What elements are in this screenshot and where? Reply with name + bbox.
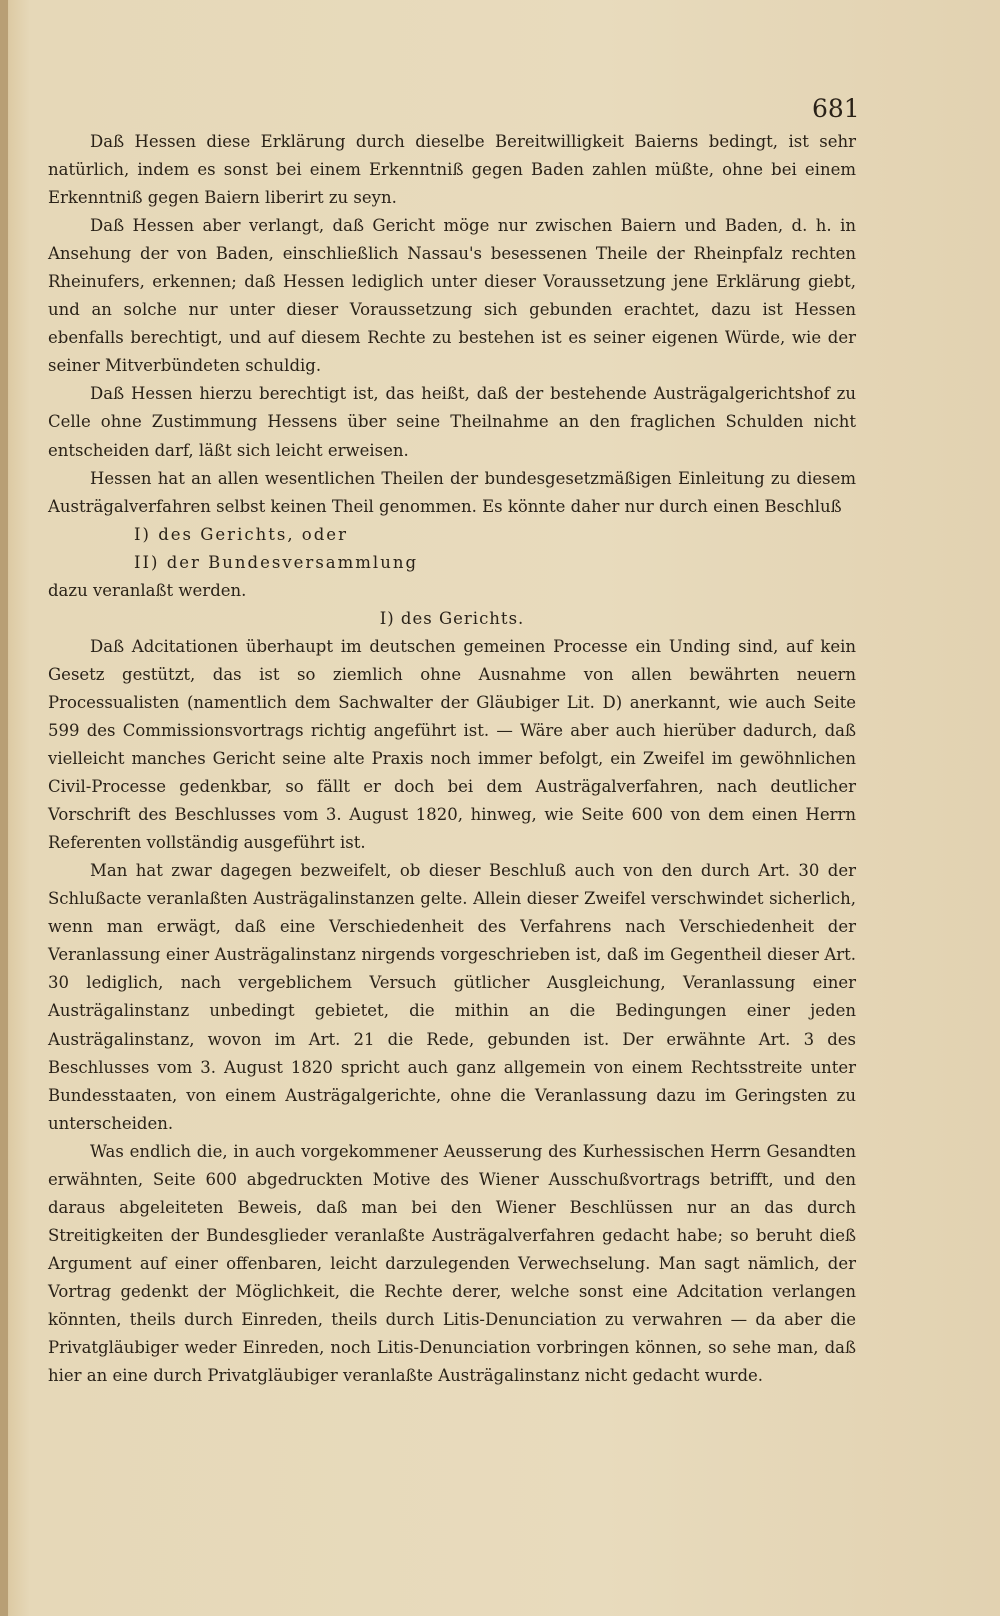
body-text — [48, 128, 856, 1390]
paragraph: Daß Hessen aber verlangt, daß Gericht möge nur zwischen Baiern und Baden, d. h. in Ansehung der von Baden, einschließlich Nassau's besessenen Theile der Rheinpfalz rechten Rheinufers, erkennen; daß Hessen lediglich unter dieser Voraussetzung jene Erklärung giebt, und an solche nur unter dieser Voraussetzung sich gebunden erachtet, dazu ist Hessen ebenfalls berechtigt, und auf diesem Rechte zu bestehen ist es seiner eigenen Würde, wie der seiner Mitverbündeten schuldig. — [48, 216, 856, 376]
paragraph: Was endlich die, in auch vorgekommener Aeusserung des Kurhessischen Herrn Gesandten erwähnten, Seite 600 abgedruckten Motive des Wiener Ausschußvortrags betrifft, und den daraus abgeleiteten Beweis, daß man bei den Wiener Beschlüssen nur an das durch Streitigkeiten der Bundesglieder veranlaßte Austrägalverfahren gedacht habe; so beruht dieß Argument auf einer offenbaren, leicht darzulegenden Verwechselung. Man sagt nämlich, der Vortrag gedenkt der Möglichkeit, die Rechte derer, welche sonst eine Adcitation verlangen könnten, theils durch Einreden, theils durch Litis-Denunciation zu verwahren — da aber die Privatgläubiger weder Einreden, noch Litis-Denunciation vorbringen können, so sehe man, daß hier an eine durch Privatgläubiger veranlaßte Austrägalinstanz nicht gedacht wurde. — [48, 1141, 856, 1386]
page-number: 681 — [812, 94, 860, 123]
paragraph: Hessen hat an allen wesentlichen Theilen der bundesgesetzmäßigen Einleitung zu diesem Austrägalverfahren selbst keinen Theil genommen. Es könnte daher nur durch einen Beschluß — [48, 468, 856, 516]
list-item: I) des Gerichts, oder — [134, 524, 348, 544]
list-item: II) der Bundesversammlung — [134, 552, 419, 572]
paragraph: Daß Hessen diese Erklärung durch dieselbe Bereitwilligkeit Baierns bedingt, ist sehr natürlich, indem es sonst bei einem Erkenntniß gegen Baden zahlen müßte, ohne bei einem Erkenntniß gegen Baiern liberirt zu seyn. — [48, 132, 856, 208]
paragraph: Daß Adcitationen überhaupt im deutschen gemeinen Processe ein Unding sind, auf kein Gesetz gestützt, das ist so ziemlich ohne Ausnahme von allen bewährten neuern Processualisten (namentlich dem Sachwalter der Gläubiger Lit. D) anerkannt, wie auch Seite 599 des Commissionsvortrags richtig angeführt ist. — Wäre aber auch hierüber dadurch, daß vielleicht manches Gericht seine alte Praxis noch immer befolgt, ein Zweifel im gewöhnlichen Civil-Processe gedenkbar, so fällt er doch bei dem Austrägalverfahren, nach deutlicher Vorschrift des Beschlusses vom 3. August 1820, hinweg, wie Seite 600 von dem einen Herrn Referenten vollständig ausgeführt ist. — [48, 636, 856, 853]
paragraph: Daß Hessen hierzu berechtigt ist, das heißt, daß der bestehende Austrägalgerichtshof zu Celle ohne Zustimmung Hessens über seine Theilnahme an den fraglichen Schulden nicht entscheiden darf, läßt sich leicht erweisen. — [48, 384, 856, 460]
section-heading: I) des Gerichts. — [379, 608, 525, 628]
paragraph: dazu veranlaßt werden. — [48, 580, 247, 600]
paragraph: Man hat zwar dagegen bezweifelt, ob dieser Beschluß auch von den durch Art. 30 der Schlußacte veranlaßten Austrägalinstanzen gelte. Allein dieser Zweifel verschwindet sicherlich, wenn man erwägt, daß eine Verschiedenheit des Verfahrens nach Verschiedenheit der Veranlassung einer Austrägalinstanz nirgends vorgeschrieben ist, daß im Gegentheil dieser Art. 30 lediglich, nach vergeblichem Versuch gütlicher Ausgleichung, Veranlassung einer Austrägalinstanz unbedingt gebietet, die mithin an die Bedingungen einer jeden Austrägalinstanz, wovon im Art. 21 die Rede, gebunden ist. Der erwähnte Art. 3 des Beschlusses vom 3. August 1820 spricht auch ganz allgemein von einem Rechtsstreite unter Bundesstaaten, von einem Austrägalgerichte, ohne die Veranlassung dazu im Geringsten zu unterscheiden. — [48, 861, 856, 1133]
